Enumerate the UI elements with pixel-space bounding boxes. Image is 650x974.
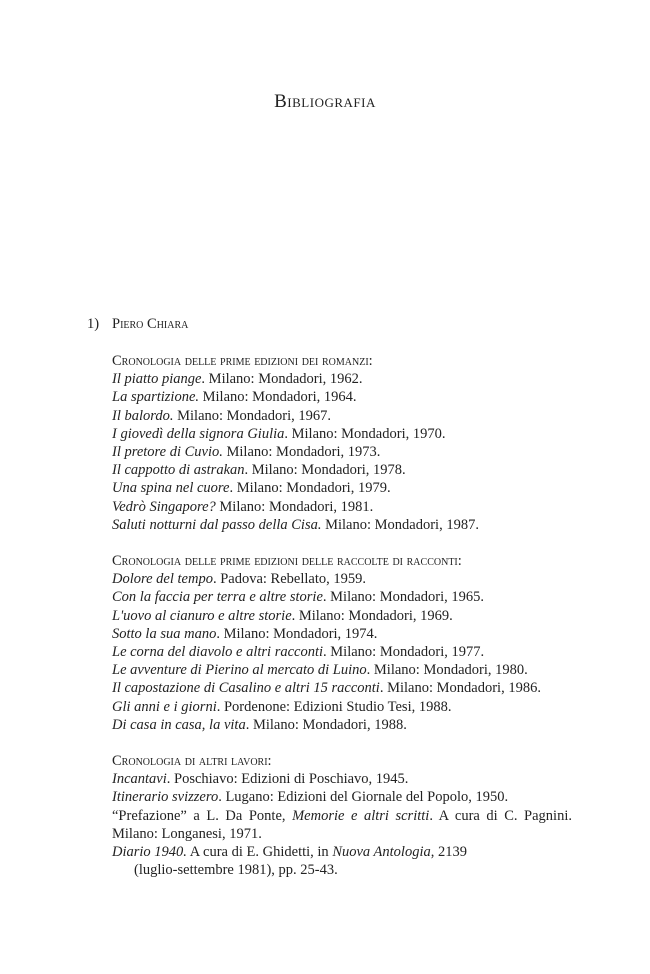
bibliography-content (112, 352, 572, 897)
entry-title: Le avventure di Pierino al mercato di Luino (112, 662, 367, 679)
author-number: 1) (87, 316, 100, 332)
section-other-works (112, 752, 572, 879)
bibliography-entry (112, 407, 572, 425)
bibliography-entry (112, 770, 572, 788)
entry-details: . Milano: Mondadori, 1965. (322, 589, 485, 606)
bibliography-entry (112, 588, 572, 606)
entry-title: Incantavi (112, 771, 167, 788)
section-heading: Cronologia di altri lavori: (112, 753, 272, 770)
bibliography-entry (112, 661, 572, 679)
page-title: Bibliografia (274, 91, 376, 112)
entry-title: Sotto la sua mano (112, 625, 217, 642)
bibliography-entry-diario (112, 843, 572, 879)
bibliography-entry (112, 479, 572, 497)
entry-title: Il balordo. (112, 407, 174, 424)
entry-details: . Milano: Mondadori, 1978. (244, 462, 406, 479)
entry-title: Dolore del tempo (112, 571, 213, 588)
entry-details: . Poschiavo: Edizioni di Poschiavo, 1945. (166, 771, 409, 788)
entry-details: . Milano: Mondadori, 1986. (379, 680, 541, 697)
bibliography-entry (112, 388, 572, 406)
entry-details: Milano: Mondadori, 1967. (173, 407, 331, 424)
bibliography-entry (112, 679, 572, 697)
bibliography-entry (112, 570, 572, 588)
entry-title: Il piatto piange (112, 371, 202, 388)
entry-continuation: (luglio-settembre 1981), pp. 25-43. (134, 862, 338, 879)
author-name: Piero Chiara (112, 316, 189, 332)
entry-details: Milano: Mondadori, 1973. (222, 444, 381, 461)
bibliography-entry (112, 625, 572, 643)
entry-title: Il capostazione di Casalino e altri 15 racconti (112, 680, 380, 697)
entry-title: Vedrò Singapore? (112, 498, 216, 515)
bibliography-entry-prefazione (112, 807, 572, 825)
section-short-stories (112, 552, 572, 734)
section-heading: Cronologia delle prime edizioni delle raccolte di racconti: (112, 553, 462, 570)
author-heading (87, 316, 188, 333)
entry-title: La spartizione. (112, 389, 200, 406)
entry-details: “Prefazione” a L. Da Ponte, (112, 807, 293, 824)
bibliography-entry (112, 698, 572, 716)
entry-details: . Milano: Mondadori, 1962. (201, 371, 363, 388)
entry-details: . Milano: Mondadori, 1977. (323, 644, 485, 661)
entry-title: Diario 1940. (112, 844, 187, 861)
entry-details: . Lugano: Edizioni del Giornale del Popolo, 1950. (218, 789, 509, 806)
entry-details: . Padova: Rebellato, 1959. (212, 571, 366, 588)
bibliography-entry (112, 716, 572, 734)
bibliography-entry (112, 516, 572, 534)
entry-title: Di casa in casa, la vita (112, 716, 246, 733)
bibliography-entry (112, 425, 572, 443)
bibliography-entry (112, 643, 572, 661)
bibliography-entry (112, 443, 572, 461)
entry-title: L'uovo al cianuro e altre storie (112, 607, 292, 624)
section-novels (112, 352, 572, 534)
entry-title: Una spina nel cuore (112, 480, 230, 497)
entry-details: Milano: Mondadori, 1964. (199, 389, 357, 406)
bibliography-entry (112, 370, 572, 388)
entry-title: I giovedì della signora Giulia (112, 425, 285, 442)
entry-title: Il cappotto di astrakan (112, 462, 245, 479)
entry-details: . Milano: Mondadori, 1980. (366, 662, 528, 679)
bibliography-entry-prefazione-continued (112, 825, 572, 843)
entry-details: Milano: Mondadori, 1987. (321, 516, 479, 533)
entry-details: . Milano: Mondadori, 1979. (229, 480, 391, 497)
entry-title: Memorie e altri scritti (292, 807, 430, 824)
entry-details: Milano: Mondadori, 1981. (215, 498, 374, 515)
entry-details: . Pordenone: Edizioni Studio Tesi, 1988. (216, 698, 452, 715)
entry-title: Con la faccia per terra e altre storie (112, 589, 323, 606)
bibliography-entry (112, 788, 572, 806)
bibliography-entry (112, 607, 572, 625)
entry-details: . Milano: Mondadori, 1988. (245, 716, 407, 733)
entry-title: Gli anni e i giorni (112, 698, 217, 715)
entry-title: Il pretore di Cuvio. (112, 444, 223, 461)
entry-title: Le corna del diavolo e altri racconti (112, 644, 324, 661)
entry-details: , 2139 (430, 844, 467, 861)
bibliography-entry (112, 461, 572, 479)
entry-details: Milano: Longanesi, 1971. (112, 825, 262, 842)
entry-title: Saluti notturni dal passo della Cisa. (112, 516, 322, 533)
entry-details: . Milano: Mondadori, 1969. (291, 607, 453, 624)
entry-details: . Milano: Mondadori, 1974. (216, 625, 378, 642)
bibliography-entry (112, 498, 572, 516)
entry-details: A cura di E. Ghidetti, in (186, 844, 333, 861)
section-heading: Cronologia delle prime edizioni dei romanzi: (112, 353, 373, 369)
entry-details: . A cura di C. Pagnini. (429, 807, 572, 824)
journal-title: Nuova Antologia (332, 844, 431, 861)
entry-details: . Milano: Mondadori, 1970. (284, 425, 446, 442)
entry-title: Itinerario svizzero (112, 789, 219, 806)
